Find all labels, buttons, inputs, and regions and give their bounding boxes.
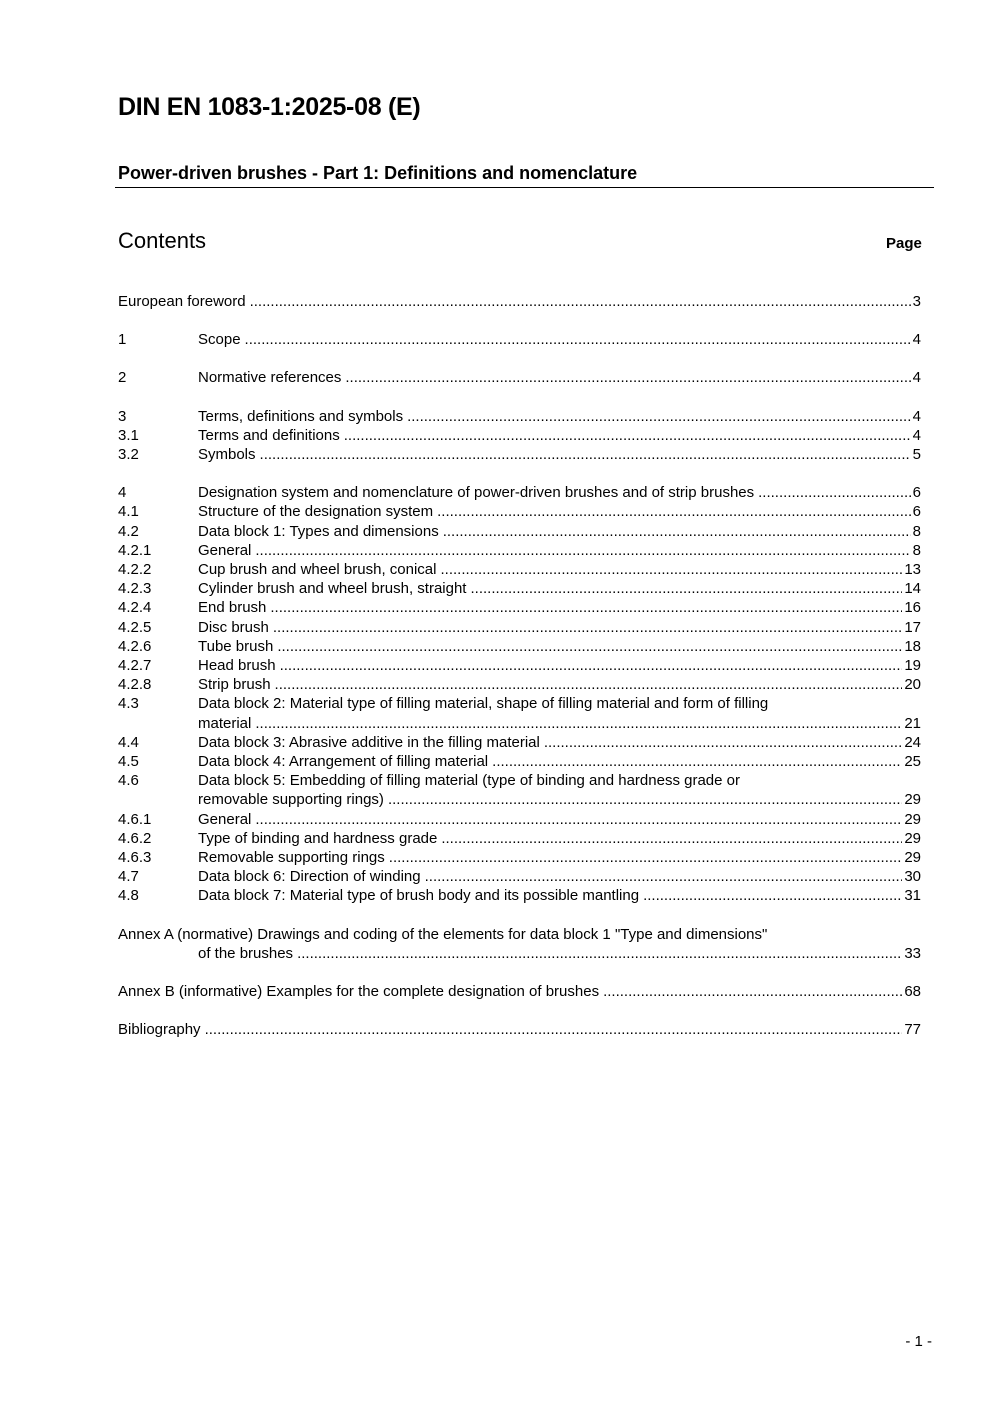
toc-entry-4-2-1[interactable] <box>118 541 921 560</box>
toc-entry-title: European foreword <box>118 293 246 310</box>
toc-entry-number: 4.2 <box>118 522 139 540</box>
toc-entry-title: Data block 3: Abrasive additive in the filling material <box>198 733 540 751</box>
toc-entry-number: 4.6.3 <box>118 849 152 867</box>
toc-entry-page: 31 <box>904 887 921 905</box>
toc-entry-title: Cup brush and wheel brush, conical <box>198 561 437 579</box>
toc-entry-title: Cylinder brush and wheel brush, straight <box>198 580 467 598</box>
toc-entry-4-2-6[interactable] <box>118 637 921 656</box>
toc-entry-annex-a[interactable] <box>118 925 921 963</box>
title-rule <box>115 187 934 188</box>
toc-entry-page: 4 <box>912 369 921 387</box>
toc-entry-number: 4.2.5 <box>118 618 152 636</box>
toc-entry-2[interactable] <box>118 368 921 387</box>
toc-entry-page: 14 <box>904 580 921 598</box>
toc-entry-page: 4 <box>912 407 921 425</box>
toc-entry-3[interactable] <box>118 407 921 426</box>
toc-entry-title: Data block 1: Types and dimensions <box>198 522 439 540</box>
toc-entry-number: 4.6.2 <box>118 829 152 847</box>
toc-entry-4-6-1[interactable] <box>118 810 921 829</box>
toc-entry-4-2-5[interactable] <box>118 618 921 637</box>
toc-entry-page: 24 <box>904 733 921 751</box>
toc-entry-page: 19 <box>904 657 921 675</box>
toc-entry-4-6-3[interactable] <box>118 848 921 867</box>
toc-entry-title: Bibliography <box>118 1021 201 1039</box>
toc-entry-title-line: Data block 5: Embedding of filling material (type of binding and hardness grade or <box>198 772 740 790</box>
toc-entry-page: 17 <box>904 618 921 636</box>
toc-entry-page: 68 <box>904 983 921 1001</box>
toc-entry-page: 4 <box>912 331 921 349</box>
toc-entry-title-continued: material <box>198 714 252 732</box>
toc-entry-title: Data block 4: Arrangement of filling material <box>198 753 489 771</box>
toc-entry-title: Scope <box>198 331 241 349</box>
toc-entry-number: 1 <box>118 331 127 349</box>
page-column-heading: Page <box>886 235 922 252</box>
toc-entry-page: 29 <box>904 849 921 867</box>
toc-entry-page: 33 <box>904 944 921 962</box>
toc-entry-title-continued: of the brushes <box>198 944 294 962</box>
toc-entry-page: 8 <box>912 522 921 540</box>
toc-entry-page: 6 <box>912 484 921 502</box>
toc-entry-title: Annex B (informative) Examples for the complete designation of brushes <box>118 983 600 1001</box>
toc-entry-title: Data block 6: Direction of winding <box>198 868 421 886</box>
toc-entry-title: Terms and definitions <box>198 426 340 444</box>
toc-entry-number: 4 <box>118 484 127 502</box>
toc-entry-number: 4.3 <box>118 695 139 713</box>
toc-entry-number: 4.1 <box>118 503 139 521</box>
toc-entry-4[interactable] <box>118 483 921 502</box>
toc-entry-european-foreword[interactable] <box>118 292 921 311</box>
toc-entry-number: 4.7 <box>118 868 139 886</box>
toc-entry-annex-b[interactable] <box>118 982 921 1001</box>
toc-entry-page: 16 <box>904 599 921 617</box>
toc-entry-page: 29 <box>904 829 921 847</box>
toc-entry-title: Tube brush <box>198 637 274 655</box>
toc-entry-title: Normative references <box>198 369 342 387</box>
toc-entry-title: Disc brush <box>198 618 269 636</box>
toc-entry-3-1[interactable] <box>118 426 921 445</box>
toc-entry-4-7[interactable] <box>118 867 921 886</box>
toc-entry-4-2-3[interactable] <box>118 579 921 598</box>
toc-entry-4-6-2[interactable] <box>118 829 921 848</box>
toc-entry-title: Head brush <box>198 657 276 675</box>
toc-entry-title: General <box>198 810 252 828</box>
toc-entry-title: Terms, definitions and symbols <box>198 407 404 425</box>
toc-entry-number: 4.2.7 <box>118 657 152 675</box>
toc-entry-page: 29 <box>904 791 921 809</box>
toc-entry-title: Removable supporting rings <box>198 849 385 867</box>
toc-entry-title: Type of binding and hardness grade <box>198 829 438 847</box>
toc-entry-number: 4.8 <box>118 887 139 905</box>
toc-entry-page: 20 <box>904 676 921 694</box>
toc-entry-page: 21 <box>904 714 921 732</box>
toc-entry-page: 6 <box>912 503 921 521</box>
toc-entry-page: 29 <box>904 810 921 828</box>
toc-entry-page: 13 <box>904 561 921 579</box>
toc-entry-4-2-8[interactable] <box>118 675 921 694</box>
toc-entry-bibliography[interactable] <box>118 1020 921 1039</box>
toc-entry-page: 4 <box>912 426 921 444</box>
document-title: Power-driven brushes - Part 1: Definitions and nomenclature <box>118 163 638 183</box>
toc-entry-number: 4.2.3 <box>118 580 152 598</box>
toc-entry-number: 4.2.2 <box>118 561 152 579</box>
toc-entry-page: 5 <box>912 446 921 464</box>
document-id: DIN EN 1083-1:2025-08 (E) <box>118 93 421 121</box>
contents-heading: Contents <box>118 228 207 253</box>
toc-entry-title: General <box>198 541 252 559</box>
toc-entry-4-2-7[interactable] <box>118 656 921 675</box>
toc-entry-4-5[interactable] <box>118 752 921 771</box>
toc-entry-number: 4.6.1 <box>118 810 152 828</box>
toc-entry-number: 4.2.8 <box>118 676 152 694</box>
toc-entry-title-line: Annex A (normative) Drawings and coding of the elements for data block 1 "Type and dimensions" <box>118 925 768 943</box>
toc-entry-number: 3 <box>118 407 127 425</box>
toc-entry-number: 4.2.6 <box>118 637 152 655</box>
toc-entry-4-8[interactable] <box>118 886 921 905</box>
toc-entry-title-line: Data block 2: Material type of filling material, shape of filling material and form of filling <box>198 695 769 713</box>
toc-entry-title: Symbols <box>198 446 256 464</box>
toc-entry-3-2[interactable] <box>118 445 921 464</box>
toc-entry-number: 4.5 <box>118 753 139 771</box>
toc-entry-number: 2 <box>118 369 127 387</box>
toc-entry-4-6[interactable] <box>118 771 921 809</box>
toc-entry-title: Strip brush <box>198 676 271 694</box>
toc-entry-1[interactable] <box>118 330 921 349</box>
toc-entry-page: 3 <box>912 293 921 310</box>
toc-entry-title: End brush <box>198 599 267 617</box>
toc-entry-title-continued: removable supporting rings) <box>198 791 384 809</box>
toc-entry-title: Designation system and nomenclature of power-driven brushes and of strip brushes <box>198 484 755 502</box>
toc-entry-page: 8 <box>912 541 921 559</box>
toc-entry-page: 77 <box>904 1021 921 1039</box>
toc-entry-number: 4.2.1 <box>118 541 152 559</box>
toc-entry-4-2-4[interactable] <box>118 598 921 617</box>
toc-entry-4-1[interactable] <box>118 502 921 521</box>
page-number: - 1 - <box>905 1333 932 1350</box>
toc-entry-4-4[interactable] <box>118 733 921 752</box>
toc-entry-number: 4.4 <box>118 733 139 751</box>
toc-entry-page: 18 <box>904 637 921 655</box>
toc-entry-number: 3.1 <box>118 426 139 444</box>
toc-entry-title: Data block 7: Material type of brush body and its possible mantling <box>198 887 640 905</box>
toc-entry-4-3[interactable] <box>118 694 921 732</box>
toc-entry-page: 25 <box>904 753 921 771</box>
toc-entry-number: 4.2.4 <box>118 599 152 617</box>
toc-entry-page: 30 <box>904 868 921 886</box>
toc-entry-4-2[interactable] <box>118 522 921 541</box>
toc-entry-title: Structure of the designation system <box>198 503 434 521</box>
toc-entry-number: 4.6 <box>118 772 139 790</box>
toc-entry-4-2-2[interactable] <box>118 560 921 579</box>
toc-entry-number: 3.2 <box>118 446 139 464</box>
table-of-contents <box>118 292 921 1040</box>
